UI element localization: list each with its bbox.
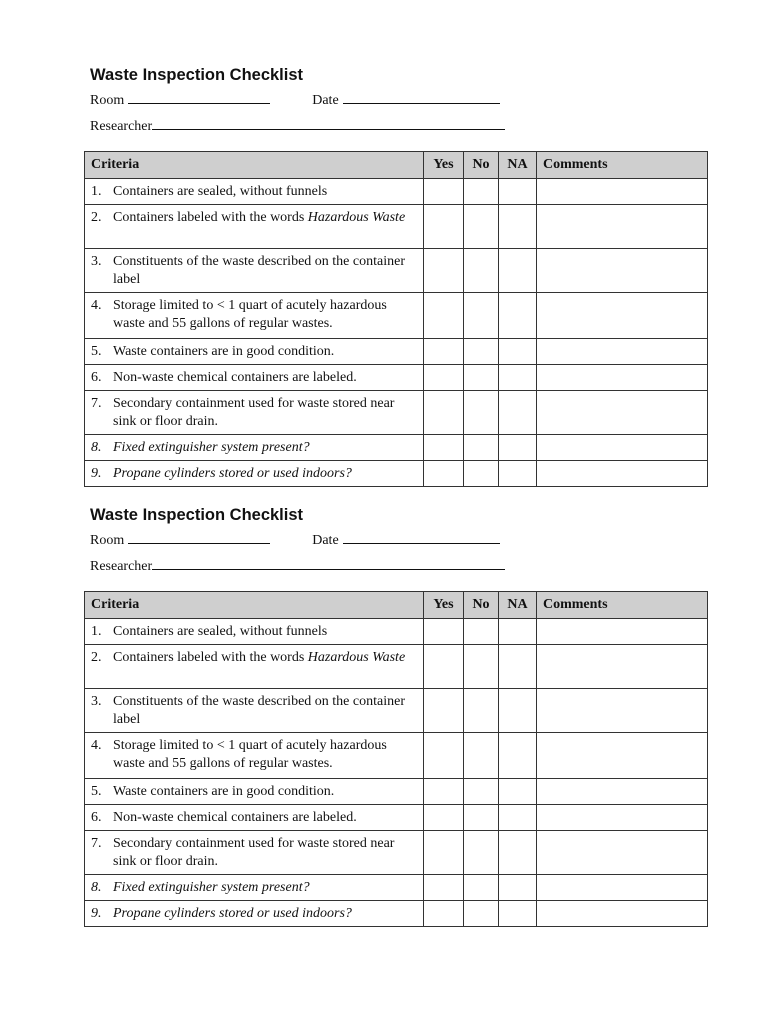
room-field[interactable]	[128, 530, 270, 544]
researcher-label: Researcher	[90, 119, 153, 134]
criteria-header: Criteria	[85, 152, 424, 179]
comments-cell[interactable]	[537, 733, 708, 779]
criteria-cell	[85, 179, 424, 205]
yes-cell[interactable]	[424, 619, 464, 645]
criteria-row	[85, 619, 708, 645]
no-cell[interactable]	[464, 831, 499, 875]
na-cell[interactable]	[499, 205, 537, 249]
researcher-label: Researcher	[90, 559, 153, 574]
criteria-text: Containers are sealed, without funnels	[113, 184, 328, 199]
yes-cell[interactable]	[424, 293, 464, 339]
criteria-cell	[85, 461, 424, 487]
na-cell[interactable]	[499, 733, 537, 779]
comments-cell[interactable]	[537, 779, 708, 805]
na-cell[interactable]	[499, 435, 537, 461]
room-date-line	[90, 90, 500, 109]
no-cell[interactable]	[464, 339, 499, 365]
criteria-text: Non-waste chemical containers are labeled.	[113, 370, 357, 385]
criteria-text: Containers labeled with the words	[113, 210, 308, 225]
yes-cell[interactable]	[424, 365, 464, 391]
criteria-row	[85, 293, 708, 339]
no-cell[interactable]	[464, 391, 499, 435]
date-label: Date	[312, 533, 339, 548]
na-cell[interactable]	[499, 779, 537, 805]
criteria-number: 4.	[91, 738, 102, 753]
criteria-text: Containers labeled with the words	[113, 650, 308, 665]
no-cell[interactable]	[464, 645, 499, 689]
criteria-text: Non-waste chemical containers are labeled.	[113, 810, 357, 825]
criteria-number: 9.	[91, 466, 102, 481]
comments-cell[interactable]	[537, 339, 708, 365]
yes-cell[interactable]	[424, 805, 464, 831]
comments-cell[interactable]	[537, 901, 708, 927]
criteria-text: Storage limited to < 1 quart of acutely hazardous waste and 55 gallons of regular wastes.	[113, 298, 387, 331]
criteria-row	[85, 689, 708, 733]
checklist-table	[84, 591, 708, 927]
criteria-cell	[85, 293, 424, 339]
comments-cell[interactable]	[537, 875, 708, 901]
criteria-text: Secondary containment used for waste stored near sink or floor drain.	[113, 836, 395, 869]
criteria-row	[85, 831, 708, 875]
yes-cell[interactable]	[424, 205, 464, 249]
criteria-text: Propane cylinders stored or used indoors?	[113, 466, 352, 481]
na-cell[interactable]	[499, 831, 537, 875]
criteria-cell	[85, 339, 424, 365]
comments-cell[interactable]	[537, 645, 708, 689]
criteria-number: 7.	[91, 396, 102, 411]
yes-cell[interactable]	[424, 435, 464, 461]
criteria-row	[85, 875, 708, 901]
criteria-cell	[85, 205, 424, 249]
researcher-line	[90, 556, 505, 575]
comments-cell[interactable]	[537, 461, 708, 487]
comments-cell[interactable]	[537, 365, 708, 391]
no-cell[interactable]	[464, 205, 499, 249]
yes-cell[interactable]	[424, 779, 464, 805]
criteria-row	[85, 179, 708, 205]
na-cell[interactable]	[499, 461, 537, 487]
criteria-text: Waste containers are in good condition.	[113, 344, 335, 359]
criteria-number: 3.	[91, 694, 102, 709]
no-cell[interactable]	[464, 619, 499, 645]
yes-cell[interactable]	[424, 901, 464, 927]
no-cell[interactable]	[464, 249, 499, 293]
criteria-row	[85, 365, 708, 391]
form-title: Waste Inspection Checklist	[90, 66, 304, 84]
criteria-cell	[85, 619, 424, 645]
criteria-number: 5.	[91, 344, 102, 359]
no-cell[interactable]	[464, 179, 499, 205]
criteria-number: 8.	[91, 440, 102, 455]
criteria-cell	[85, 365, 424, 391]
criteria-row	[85, 249, 708, 293]
criteria-row	[85, 805, 708, 831]
room-label: Room	[90, 93, 125, 108]
criteria-number: 1.	[91, 184, 102, 199]
criteria-number: 2.	[91, 210, 102, 225]
na-cell[interactable]	[499, 179, 537, 205]
criteria-number: 6.	[91, 370, 102, 385]
comments-header: Comments	[537, 152, 708, 179]
yes-cell[interactable]	[424, 645, 464, 689]
no-cell[interactable]	[464, 293, 499, 339]
criteria-number: 9.	[91, 906, 102, 921]
no-cell[interactable]	[464, 733, 499, 779]
criteria-row	[85, 339, 708, 365]
header-row	[85, 592, 708, 619]
comments-cell[interactable]	[537, 831, 708, 875]
criteria-text: Fixed extinguisher system present?	[113, 440, 310, 455]
criteria-row	[85, 461, 708, 487]
na-cell[interactable]	[499, 365, 537, 391]
date-label: Date	[312, 93, 339, 108]
checklist-form	[0, 506, 768, 936]
yes-header: Yes	[424, 152, 464, 179]
researcher-line	[90, 116, 505, 135]
yes-cell[interactable]	[424, 391, 464, 435]
na-cell[interactable]	[499, 805, 537, 831]
criteria-cell	[85, 779, 424, 805]
na-cell[interactable]	[499, 249, 537, 293]
yes-cell[interactable]	[424, 249, 464, 293]
comments-cell[interactable]	[537, 391, 708, 435]
criteria-text: Containers are sealed, without funnels	[113, 624, 328, 639]
comments-cell[interactable]	[537, 435, 708, 461]
comments-cell[interactable]	[537, 205, 708, 249]
criteria-cell	[85, 831, 424, 875]
na-cell[interactable]	[499, 901, 537, 927]
yes-cell[interactable]	[424, 339, 464, 365]
room-field[interactable]	[128, 90, 270, 104]
criteria-text-emphasis: Hazardous Waste	[307, 650, 406, 665]
criteria-row	[85, 901, 708, 927]
criteria-row	[85, 733, 708, 779]
no-cell[interactable]	[464, 875, 499, 901]
no-cell[interactable]	[464, 365, 499, 391]
yes-cell[interactable]	[424, 875, 464, 901]
researcher-field[interactable]	[152, 116, 505, 130]
criteria-cell	[85, 805, 424, 831]
form-title: Waste Inspection Checklist	[90, 506, 304, 524]
criteria-number: 5.	[91, 784, 102, 799]
date-field[interactable]	[343, 90, 500, 104]
criteria-row	[85, 779, 708, 805]
no-cell[interactable]	[464, 901, 499, 927]
na-cell[interactable]	[499, 293, 537, 339]
criteria-row	[85, 435, 708, 461]
criteria-cell	[85, 733, 424, 779]
na-cell[interactable]	[499, 645, 537, 689]
checklist-table	[84, 151, 708, 487]
na-header: NA	[499, 592, 537, 619]
criteria-number: 6.	[91, 810, 102, 825]
room-date-line	[90, 530, 500, 549]
criteria-number: 3.	[91, 254, 102, 269]
na-cell[interactable]	[499, 339, 537, 365]
no-cell[interactable]	[464, 435, 499, 461]
criteria-cell	[85, 689, 424, 733]
yes-cell[interactable]	[424, 689, 464, 733]
no-cell[interactable]	[464, 805, 499, 831]
criteria-number: 2.	[91, 650, 102, 665]
researcher-field[interactable]	[152, 556, 505, 570]
no-cell[interactable]	[464, 461, 499, 487]
no-cell[interactable]	[464, 689, 499, 733]
room-label: Room	[90, 533, 125, 548]
yes-cell[interactable]	[424, 461, 464, 487]
yes-cell[interactable]	[424, 831, 464, 875]
criteria-cell	[85, 249, 424, 293]
criteria-text: Constituents of the waste described on the container label	[113, 694, 405, 727]
comments-cell[interactable]	[537, 805, 708, 831]
na-cell[interactable]	[499, 619, 537, 645]
criteria-number: 1.	[91, 624, 102, 639]
date-field[interactable]	[343, 530, 500, 544]
criteria-header: Criteria	[85, 592, 424, 619]
yes-header: Yes	[424, 592, 464, 619]
comments-cell[interactable]	[537, 179, 708, 205]
na-header: NA	[499, 152, 537, 179]
criteria-text: Secondary containment used for waste stored near sink or floor drain.	[113, 396, 395, 429]
criteria-row	[85, 205, 708, 249]
comments-header: Comments	[537, 592, 708, 619]
no-cell[interactable]	[464, 779, 499, 805]
header-row	[85, 152, 708, 179]
criteria-number: 8.	[91, 880, 102, 895]
criteria-text: Fixed extinguisher system present?	[113, 880, 310, 895]
yes-cell[interactable]	[424, 733, 464, 779]
criteria-number: 4.	[91, 298, 102, 313]
criteria-text-emphasis: Hazardous Waste	[307, 210, 406, 225]
criteria-cell	[85, 875, 424, 901]
criteria-cell	[85, 435, 424, 461]
criteria-cell	[85, 901, 424, 927]
na-cell[interactable]	[499, 689, 537, 733]
na-cell[interactable]	[499, 391, 537, 435]
criteria-cell	[85, 645, 424, 689]
comments-cell[interactable]	[537, 293, 708, 339]
criteria-row	[85, 391, 708, 435]
comments-cell[interactable]	[537, 619, 708, 645]
criteria-text: Storage limited to < 1 quart of acutely hazardous waste and 55 gallons of regular wastes.	[113, 738, 387, 771]
criteria-row	[85, 645, 708, 689]
criteria-cell	[85, 391, 424, 435]
comments-cell[interactable]	[537, 249, 708, 293]
criteria-text: Waste containers are in good condition.	[113, 784, 335, 799]
comments-cell[interactable]	[537, 689, 708, 733]
checklist-form	[0, 66, 768, 496]
yes-cell[interactable]	[424, 179, 464, 205]
criteria-text: Propane cylinders stored or used indoors?	[113, 906, 352, 921]
no-header: No	[464, 592, 499, 619]
na-cell[interactable]	[499, 875, 537, 901]
criteria-text: Constituents of the waste described on the container label	[113, 254, 405, 287]
no-header: No	[464, 152, 499, 179]
criteria-number: 7.	[91, 836, 102, 851]
